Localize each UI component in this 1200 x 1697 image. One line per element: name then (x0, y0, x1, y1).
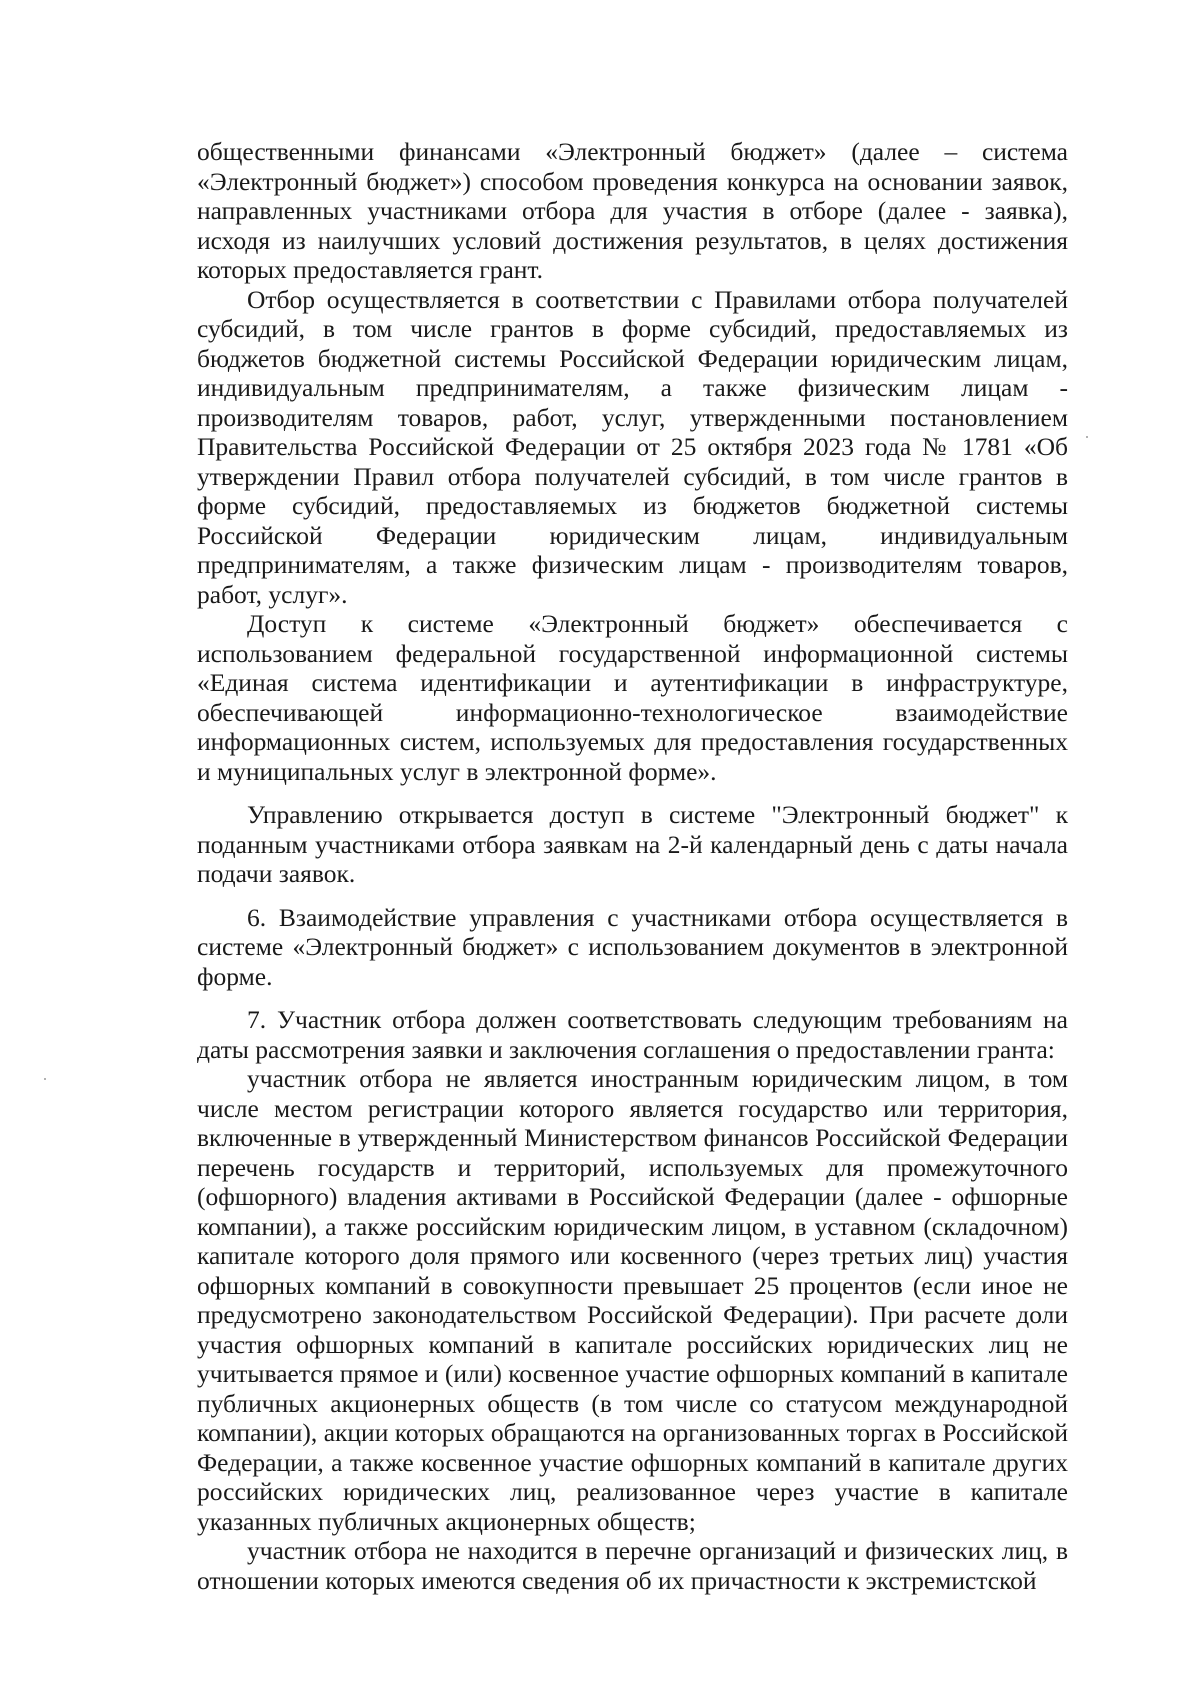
document-body (197, 137, 1068, 1595)
paragraph-offshore-requirement: участник отбора не является иностранным юридическим лицом, в том числе местом регистрации которого является государство или территория, включенные в утвержденный Министерством финансов Российской Федерации перечень государств и территорий, используемых для промежуточного (офшорного) владения активами в Российской Федерации (далее - офшорные компании), а также российским юридическим лицом, в уставном (складочном) капитале которого доля прямого или косвенного (через третьих лиц) участия офшорных компаний в совокупности превышает 25 процентов (если иное не предусмотрено законодательством Российской Федерации). При расчете доли участия офшорных компаний в капитале российских юридических лиц не учитывается прямое и (или) косвенное участие офшорных компаний в капитале публичных акционерных обществ (в том числе со статусом международной компании), акции которых обращаются на организованных торгах в Российской Федерации, а также косвенное участие офшорных компаний в капитале других российских юридических лиц, реализованное через участие в капитале указанных публичных акционерных обществ; (197, 1064, 1068, 1536)
paragraph-item-6: 6. Взаимодействие управления с участниками отбора осуществляется в системе «Электронный бюджет» с использованием документов в электронной форме. (197, 902, 1068, 991)
scan-speck (1086, 436, 1088, 438)
paragraph-management-access: Управлению открывается доступ в системе "Электронный бюджет" к поданным участниками отбора заявкам на 2-й календарный день с даты начала подачи заявок. (197, 800, 1068, 888)
paragraph-continuation: общественными финансами «Электронный бюджет» (далее – система «Электронный бюджет») способом проведения конкурса на основании заявок, направленных участниками отбора для участия в отборе (далее - заявка), исходя из наилучших условий достижения результатов, в целях достижения которых предоставляется грант. (197, 137, 1068, 284)
paragraph-selection-rules: Отбор осуществляется в соответствии с Правилами отбора получателей субсидий, в том числе грантов в форме субсидий, предоставляемых из бюджетов бюджетной системы Российской Федерации юридическим лицам, индивидуальным предпринимателям, а также физическим лицам - производителям товаров, работ, услуг, утвержденными постановлением Правительства Российской Федерации от 25 октября 2023 года № 1781 «Об утверждении Правил отбора получателей субсидий, в том числе грантов в форме субсидий, предоставляемых из бюджетов бюджетной системы Российской Федерации юридическим лицам, индивидуальным предпринимателям, а также физическим лицам - производителям товаров, работ, услуг». (197, 284, 1068, 609)
paragraph-extremism-requirement: участник отбора не находится в перечне организаций и физических лиц, в отношении которых имеются сведения об их причастности к экстремистской (197, 1536, 1068, 1595)
paragraph-system-access: Доступ к системе «Электронный бюджет» обеспечивается с использованием федеральной государственной информационной системы «Единая система идентификации и аутентификации в инфраструктуре, обеспечивающей информационно-технологическое взаимодействие информационных систем, используемых для предоставления государственных и муниципальных услуг в электронной форме». (197, 609, 1068, 786)
scan-speck (44, 1078, 46, 1080)
paragraph-item-7: 7. Участник отбора должен соответствовать следующим требованиям на даты рассмотрения заявки и заключения соглашения о предоставлении гранта: (197, 1005, 1068, 1064)
